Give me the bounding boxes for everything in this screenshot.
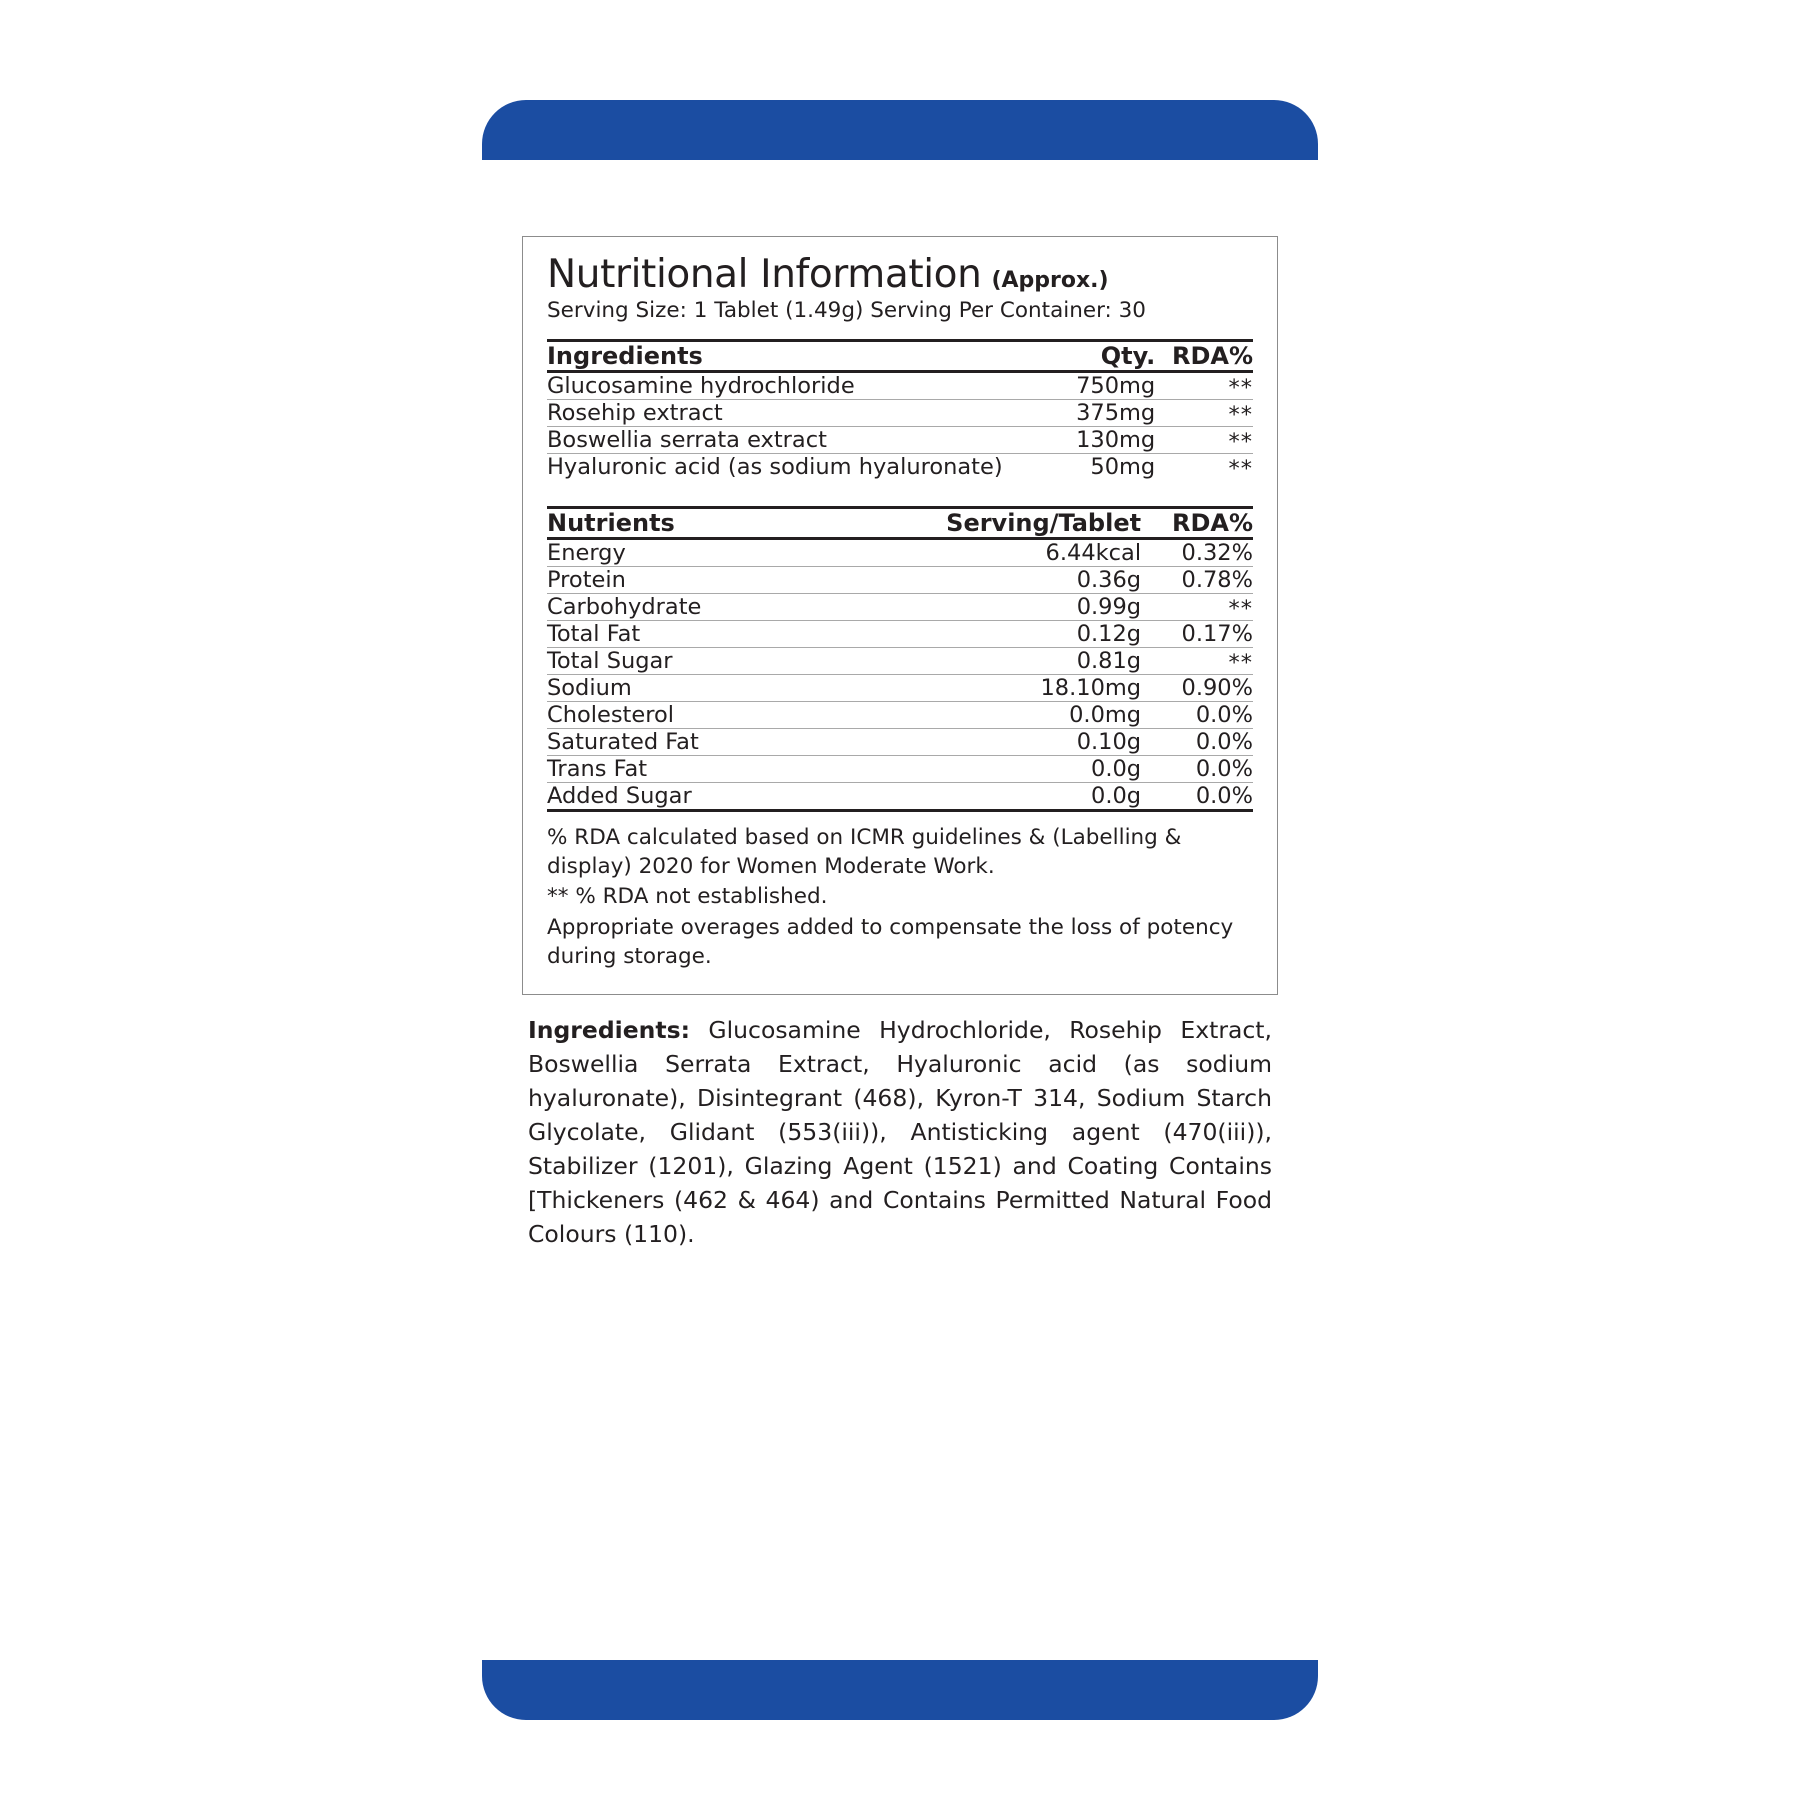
table-row: [547, 453, 1253, 480]
cell-nutrient-rda: 0.0%: [1147, 755, 1253, 782]
cell-nutrient-rda: 0.0%: [1147, 782, 1253, 810]
cell-nutrient-name: Total Fat: [547, 620, 914, 647]
cell-nutrient-rda: 0.0%: [1147, 728, 1253, 755]
product-label-card: [482, 100, 1318, 1720]
cell-nutrient-name: Protein: [547, 566, 914, 593]
cell-nutrient-name: Saturated Fat: [547, 728, 914, 755]
cell-nutrient-rda: 0.17%: [1147, 620, 1253, 647]
column-header-ingredients: Ingredients: [547, 340, 1013, 371]
cell-ingredient-name: Hyaluronic acid (as sodium hyaluronate): [547, 453, 1003, 480]
cell-nutrient-rda: **: [1147, 649, 1253, 676]
cell-nutrient-qty: 0.0g: [914, 755, 1147, 782]
cell-nutrient-qty: 18.10mg: [914, 674, 1147, 701]
table-row: [547, 728, 1253, 755]
cell-nutrient-name: Energy: [547, 538, 914, 566]
label-content: [522, 236, 1278, 1251]
cell-ingredient-qty: 130mg: [1013, 426, 1161, 453]
note-overages: Appropriate overages added to compensate the loss of potency during storage.: [547, 915, 1234, 969]
cell-nutrient-rda: 0.78%: [1147, 566, 1253, 593]
serving-size-line: Serving Size: 1 Tablet (1.49g) Serving Per Container: 30: [547, 297, 1146, 323]
cell-ingredient-name: Glucosamine hydrochloride: [547, 371, 1013, 399]
ingredients-statement-label: Ingredients:: [528, 1015, 690, 1044]
cell-ingredient-rda: **: [1161, 401, 1253, 428]
cell-nutrient-name: Added Sugar: [547, 782, 914, 810]
table-row: [547, 566, 1253, 593]
cell-nutrient-name: Cholesterol: [547, 701, 914, 728]
ingredients-statement-text: Glucosamine Hydrochloride, Rosehip Extract, Boswellia Serrata Extract, Hyaluronic acid (as sodium hyaluronate), Disintegrant (468), Kyron-T 314, Sodium Starch Glycolate, Glidant (553(iii)), Antisticking agent (470(iii)), Stabilizer (1201), Glazing Agent (1521) and Coating Contains [Thickeners (462 & 464) and Contains Permitted Natural Food Colours (110).: [528, 1015, 1272, 1249]
column-header-serving-tablet: Serving/Tablet: [914, 507, 1147, 538]
nutrients-table: [547, 506, 1253, 812]
table-row: [547, 371, 1253, 399]
cell-ingredient-rda: **: [1161, 428, 1253, 455]
cell-nutrient-qty: 0.99g: [914, 593, 1147, 620]
table-row: [547, 701, 1253, 728]
cell-nutrient-qty: 6.44kcal: [914, 538, 1147, 566]
section-divider-gap: [547, 480, 1253, 506]
cell-nutrient-name: Carbohydrate: [547, 593, 914, 620]
note-rda-not-established: ** % RDA not established.: [547, 884, 828, 910]
cell-nutrient-rda: 0.32%: [1147, 538, 1253, 566]
table-row: [547, 426, 1253, 453]
cell-nutrient-qty: 0.10g: [914, 728, 1147, 755]
cell-nutrient-rda: 0.90%: [1147, 674, 1253, 701]
note-rda-basis: % RDA calculated based on ICMR guidelines & (Labelling & display) 2020 for Women Moderate Work.: [547, 824, 1182, 879]
cell-nutrient-name: Trans Fat: [547, 755, 914, 782]
ingredients-quantity-table: [547, 339, 1253, 480]
cell-nutrient-qty: 0.12g: [914, 620, 1147, 647]
nutrition-title-row: [547, 252, 1253, 297]
cell-nutrient-rda: 0.0%: [1147, 701, 1253, 728]
approx-note: (Approx.): [991, 268, 1109, 293]
cell-nutrient-qty: 0.36g: [914, 566, 1147, 593]
cell-nutrient-rda: **: [1147, 595, 1253, 622]
rda-notes: [547, 812, 1253, 972]
cell-ingredient-qty: 50mg: [1090, 453, 1156, 480]
page-title: Nutritional Information: [547, 252, 982, 297]
column-header-rda: RDA%: [1161, 340, 1253, 371]
cell-nutrient-name: Total Sugar: [547, 647, 914, 674]
table-row: [547, 399, 1253, 426]
cell-ingredient-qty: 750mg: [1013, 371, 1161, 399]
cell-nutrient-name: Sodium: [547, 674, 914, 701]
column-header-nutrients: Nutrients: [547, 507, 914, 538]
ingredients-statement: [522, 1013, 1278, 1251]
table-row: [547, 782, 1253, 810]
cell-ingredient-name: Boswellia serrata extract: [547, 426, 1013, 453]
table-row: [547, 647, 1253, 674]
cell-ingredient-qty: 375mg: [1013, 399, 1161, 426]
table-row: [547, 755, 1253, 782]
label-white-panel: [482, 160, 1318, 1660]
cell-nutrient-qty: 0.0mg: [914, 701, 1147, 728]
table-header-row: [547, 340, 1253, 371]
column-header-rda: RDA%: [1147, 507, 1253, 538]
cell-ingredient-name: Rosehip extract: [547, 399, 1013, 426]
cell-nutrient-qty: 0.81g: [914, 647, 1147, 674]
table-row: [547, 593, 1253, 620]
cell-ingredient-rda: **: [1161, 373, 1253, 401]
table-header-row: [547, 507, 1253, 538]
table-row: [547, 674, 1253, 701]
cell-nutrient-qty: 0.0g: [914, 782, 1147, 810]
column-header-qty: Qty.: [1013, 340, 1161, 371]
cell-ingredient-rda: **: [1228, 455, 1253, 482]
nutritional-information-box: [522, 236, 1278, 995]
table-row: [547, 620, 1253, 647]
table-row: [547, 538, 1253, 566]
